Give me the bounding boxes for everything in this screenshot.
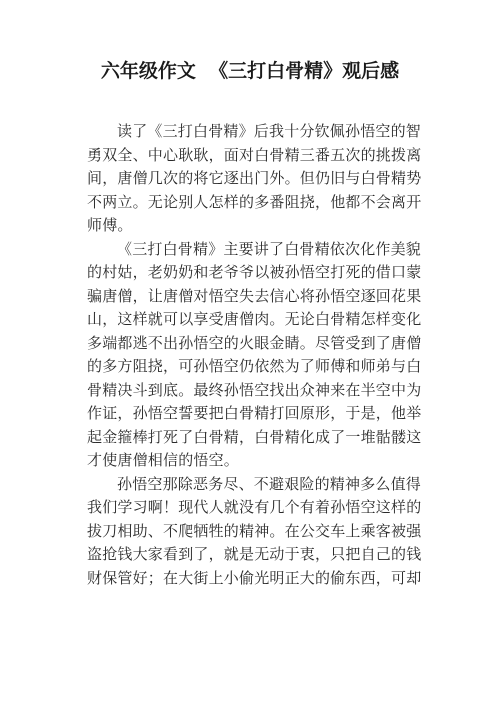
text-line: 才使唐僧相信的悟空。 bbox=[87, 451, 240, 469]
text-line: 孙悟空那除恶务尽、不避艰险的精神多么值得 bbox=[117, 474, 422, 493]
text-line: 的多方阻挠，可孙悟空仍依然为了师傅和师弟与白 bbox=[87, 357, 422, 375]
text-line: 《三打白骨精》主要讲了白骨精依次化作美貌 bbox=[117, 239, 422, 258]
text-line: 拔刀相助、不爬牺牲的精神。在公交车上乘客被强 bbox=[87, 521, 422, 540]
text-line: 盗抢钱大家看到了，就是无动于衷，只把自己的钱 bbox=[87, 545, 422, 563]
text-line: 间，唐僧几次的将它逐出门外。但仍旧与白骨精势 bbox=[87, 169, 422, 187]
document-body bbox=[87, 120, 422, 590]
text-line: 不两立。无论别人怎样的多番阻挠，他都不会离开 bbox=[87, 192, 422, 211]
text-line: 骗唐僧，让唐僧对悟空失去信心将孙悟空逐回花果 bbox=[87, 286, 422, 305]
text-line: 财保管好；在大街上小偷光明正大的偷东西，可却 bbox=[87, 568, 422, 587]
text-line: 作证，孙悟空誓要把白骨精打回原形，于是，他举 bbox=[87, 404, 422, 422]
paragraph-1 bbox=[87, 120, 422, 238]
paragraph-3 bbox=[87, 473, 422, 591]
text-line: 骨精决斗到底。最终孙悟空找出众神来在半空中为 bbox=[87, 380, 422, 399]
text-line: 的村姑，老奶奶和老爷爷以被孙悟空打死的借口蒙 bbox=[87, 263, 422, 281]
text-line: 师傅。 bbox=[87, 216, 133, 234]
text-line: 起金箍棒打死了白骨精，白骨精化成了一堆骷髅这 bbox=[87, 427, 422, 446]
paragraph-2 bbox=[87, 238, 422, 473]
text-line: 多端都逃不出孙悟空的火眼金睛。尽管受到了唐僧 bbox=[87, 333, 422, 352]
document-title: 六年级作文 《三打白骨精》观后感 bbox=[100, 60, 400, 82]
text-line: 我们学习啊！现代人就没有几个有着孙悟空这样的 bbox=[87, 498, 422, 516]
text-line: 读了《三打白骨精》后我十分钦佩孙悟空的智 bbox=[117, 122, 422, 140]
text-line: 勇双全、中心耿耿，面对白骨精三番五次的挑拨离 bbox=[87, 145, 422, 164]
text-line: 山，这样就可以享受唐僧肉。无论白骨精怎样变化 bbox=[87, 310, 422, 328]
